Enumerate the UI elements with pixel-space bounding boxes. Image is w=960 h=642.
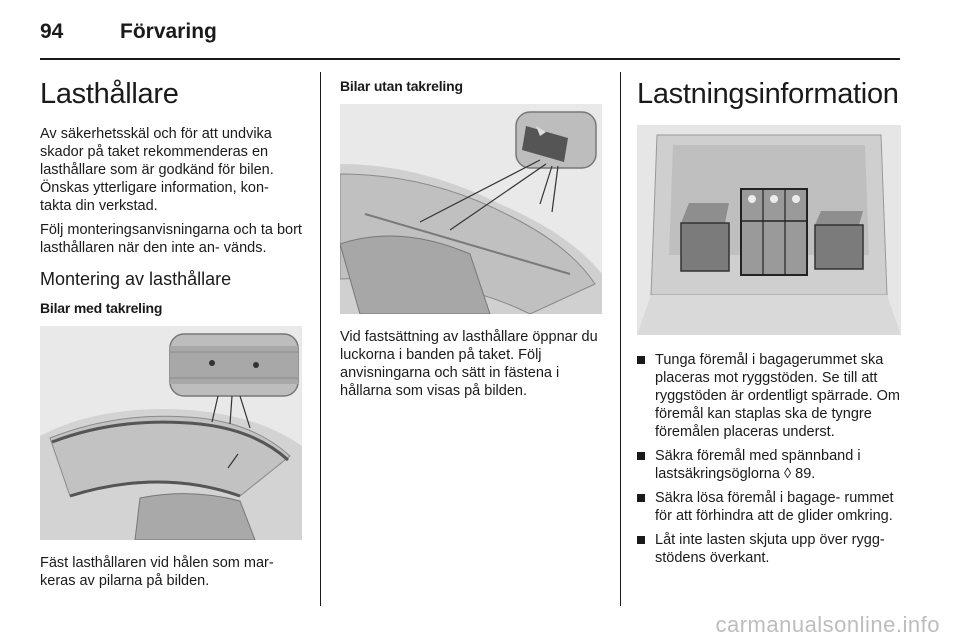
column-2 <box>340 72 602 406</box>
section-title-lastningsinformation: Lastningsinformation <box>637 78 899 110</box>
list-item: Säkra föremål med spännband i lastsäkringsöglorna ◊ 89. <box>637 447 901 483</box>
illustration-cargo-loading <box>637 125 901 335</box>
paragraph-instructions: Följ monteringsanvisningarna och ta bort lasthållaren när den inte an- vänds. <box>40 222 302 256</box>
list-item: Säkra lösa föremål i bagage- rummet för att förhindra att de glider omkring. <box>637 489 901 525</box>
page-header <box>40 18 920 50</box>
chapter-title: Förvaring <box>120 20 217 43</box>
heading-without-roof-rails: Bilar utan takreling <box>340 78 463 94</box>
page-number: 94 <box>40 20 64 43</box>
illustration-roof-rails <box>40 326 302 540</box>
illustration-no-roof-rails <box>340 104 602 314</box>
section-title-lasthallare: Lasthållare <box>40 78 179 110</box>
bullet-icon <box>637 494 645 502</box>
column-divider-2 <box>620 72 621 606</box>
bullet-icon <box>637 452 645 460</box>
bullet-icon <box>637 536 645 544</box>
list-item: Låt inte lasten skjuta upp över rygg- stödens överkant. <box>637 531 901 567</box>
loading-tips-list <box>637 351 901 567</box>
heading-with-roof-rails: Bilar med takreling <box>40 300 163 316</box>
column-1 <box>40 72 302 596</box>
subsection-title-montering: Montering av lasthållare <box>40 269 232 289</box>
paragraph-safety: Av säkerhetsskäl och för att undvika skador på taket rekommenderas en lasthållare som är godkänd för bilen. Önskas ytterligare information, kon- takta din verkstad. <box>40 126 274 214</box>
list-item: Tunga föremål i bagagerummet ska placeras mot ryggstöden. Se till att ryggstöden är ordentligt spärrade. Om föremål kan staplas ska de tyngre föremålen placeras underst. <box>637 351 901 441</box>
column-3 <box>637 72 901 573</box>
column-divider-1 <box>320 72 321 606</box>
caption-no-roof-rails: Vid fastsättning av lasthållare öppnar du luckorna i banden på taket. Följ anvisningarna och sätt in fästena i hållarna som visas på bilden. <box>340 329 598 399</box>
bullet-icon <box>637 356 645 364</box>
header-divider <box>40 58 900 60</box>
watermark: carmanualsonline.info <box>715 612 940 637</box>
caption-roof-rails: Fäst lasthållaren vid hålen som mar- keras av pilarna på bilden. <box>40 555 274 589</box>
